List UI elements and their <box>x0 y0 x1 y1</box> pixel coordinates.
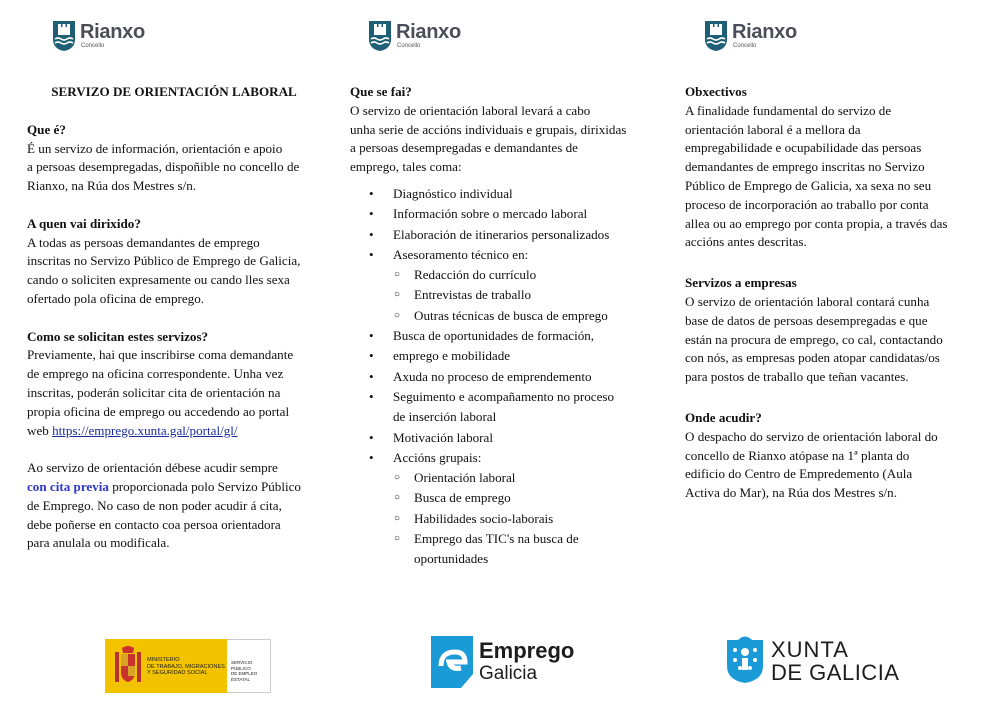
list-item-text: Motivación laboral <box>393 429 493 445</box>
sub-list-item <box>350 509 670 529</box>
services-list <box>350 184 670 570</box>
text-line: para anulala ou modificala. <box>27 535 170 551</box>
sub-list-item-continued <box>350 549 670 569</box>
rianxo-logo-3 <box>704 20 797 52</box>
web-prefix: web <box>27 422 53 438</box>
xunta-shield-icon <box>726 636 764 684</box>
rianxo-brand: Rianxo <box>80 21 145 43</box>
text-line: A todas as persoas demandantes de emprego <box>27 234 260 250</box>
text-line: demandantes de emprego inscritas no Servizo <box>685 159 925 175</box>
text-line: están na procura de emprego, co cal, contactando <box>685 331 943 347</box>
text-line: base de datos de persoas desempregadas e que <box>685 312 928 328</box>
bullet-icon: • <box>369 206 374 222</box>
text-line: debe poñerse en contacto coa persoa orientadora <box>27 516 281 532</box>
sub-list-item <box>350 285 670 305</box>
list-item <box>350 428 670 448</box>
list-item <box>350 367 670 387</box>
text-line: concello de Rianxo atópase na 1ª planta do <box>685 447 910 463</box>
text-line: A finalidade fundamental do servizo de <box>685 102 892 118</box>
circle-bullet-icon: ○ <box>394 269 401 281</box>
column-right <box>685 83 985 503</box>
bullet-icon: • <box>369 348 374 364</box>
text-line: empregabilidade e ocupabilidade das persoas <box>685 140 922 156</box>
text-line: emprego, tales coma: <box>350 159 462 175</box>
sepe-block <box>227 639 271 693</box>
sub-list <box>350 265 670 326</box>
sub-item-text: Entrevistas de traballo <box>414 287 532 303</box>
list-item <box>350 326 670 346</box>
emprego-galicia-icon <box>431 636 473 688</box>
web-line <box>27 422 337 441</box>
text-line: a persoas desempregadas, dispoñible no concello de <box>27 159 300 175</box>
text-line: orientación laboral é a mellora da <box>685 121 861 137</box>
rianxo-brand-sub: Concello <box>397 43 421 49</box>
text-line: a persoas desempregadas e demandantes de <box>350 140 578 156</box>
heading-a-quen: A quen vai dirixido? <box>27 215 141 231</box>
list-item-text: Seguimento e acompañamento no proceso <box>393 388 615 404</box>
circle-bullet-icon: ○ <box>394 533 401 545</box>
text-line: É un servizo de información, orientación e apoio <box>27 140 283 156</box>
text-line: Público de Emprego de Galicia, xa sexa no seu <box>685 177 932 193</box>
list-item <box>350 346 670 366</box>
spain-coat-of-arms-icon <box>113 644 143 688</box>
list-item <box>350 204 670 224</box>
cita-previa-highlight: con cita previa <box>27 478 109 494</box>
sub-list-item <box>350 306 670 326</box>
circle-bullet-icon: ○ <box>394 309 401 321</box>
emprego-galicia-logo <box>431 636 591 688</box>
sub-list-item <box>350 529 670 549</box>
text-line: inscritas, poderán solicitar cita de orientación na <box>27 384 281 400</box>
ministry-block <box>105 639 227 693</box>
emprego-word: Emprego <box>479 638 575 663</box>
rianxo-logo <box>52 20 145 52</box>
rianxo-logo-2 <box>368 20 461 52</box>
list-item-text: Asesoramento técnico en: <box>393 246 529 262</box>
list-item-text: Accións grupais: <box>393 449 482 465</box>
text-line: O servizo de orientación laboral contará cunha <box>685 293 930 309</box>
bullet-icon: • <box>369 246 374 262</box>
rianxo-shield-icon <box>368 20 392 52</box>
circle-bullet-icon: ○ <box>394 472 401 484</box>
sub-item-text: Habilidades socio-laborais <box>414 510 554 526</box>
text-line: cando o soliciten expresamente ou cando lles sexa <box>27 272 290 288</box>
circle-bullet-icon: ○ <box>394 289 401 301</box>
list-item <box>350 387 670 407</box>
bullet-icon: • <box>369 226 374 242</box>
sub-list-item <box>350 488 670 508</box>
ministry-line: MINISTERIO <box>147 657 180 663</box>
text-line: edificio do Centro de Empredemento (Aula <box>685 466 913 482</box>
text-line: Rianxo, na Rúa dos Mestres s/n. <box>27 178 197 194</box>
sub-item-text: Orientación laboral <box>414 470 516 486</box>
heading-onde-acudir: Onde acudir? <box>685 409 762 425</box>
text-line: proceso de incorporación ao traballo por conta <box>685 196 929 212</box>
sepe-line: SERVICIO PÚBLICO <box>231 660 253 671</box>
xunta-logo <box>726 636 906 688</box>
column-middle <box>350 83 670 570</box>
text-line: Previamente, hai que inscribirse coma demandante <box>27 347 294 363</box>
heading-como-solicitar: Como se solicitan estes servizos? <box>27 328 209 344</box>
list-item <box>350 245 670 265</box>
heading-que-e: Que é? <box>27 121 66 137</box>
list-item <box>350 448 670 468</box>
heading-que-se-fai: Que se fai? <box>350 84 412 99</box>
list-item-text: de inserción laboral <box>393 409 497 425</box>
sub-item-text: Emprego das TIC's na busca de <box>414 531 579 547</box>
list-item-text: Elaboración de itinerarios personalizados <box>393 226 610 242</box>
ministry-logo <box>105 639 271 693</box>
sepe-line: DE EMPLEO ESTATAL <box>231 671 258 682</box>
list-item-text: Diagnóstico individual <box>393 185 513 201</box>
galicia-word: Galicia <box>479 663 538 684</box>
sub-item-text: oportunidades <box>414 551 489 567</box>
list-item-text: Información sobre o mercado laboral <box>393 206 588 222</box>
text-line: O despacho do servizo de orientación laboral do <box>685 428 938 444</box>
xunta-word: XUNTA <box>771 637 849 662</box>
list-item-continued <box>350 407 670 427</box>
ministry-line: DE TRABAJO, MIGRACIONES <box>147 663 225 670</box>
list-item-text: emprego e mobilidade <box>393 348 511 364</box>
ministry-line: Y SEGURIDAD SOCIAL <box>147 670 208 676</box>
bullet-icon: • <box>369 429 374 445</box>
portal-link[interactable]: https://emprego.xunta.gal/portal/gl/ <box>52 422 238 438</box>
heading-servizos-empresas: Servizos a empresas <box>685 275 797 291</box>
text-line: ofertado pola oficina de emprego. <box>27 290 205 306</box>
sub-list-item <box>350 265 670 285</box>
sub-item-text: Busca de emprego <box>414 490 511 506</box>
rianxo-shield-icon <box>704 20 728 52</box>
column-left <box>27 83 337 553</box>
list-item-text: Axuda no proceso de emprendemento <box>393 368 592 384</box>
cita-rest: proporcionada polo Servizo Público <box>108 478 301 494</box>
text-line: para postos de traballo que teñan vacantes. <box>685 369 909 385</box>
de-galicia-word: DE GALICIA <box>771 660 900 685</box>
list-item-text: Busca de oportunidades de formación, <box>393 328 595 344</box>
sub-list-wrapper <box>350 265 670 326</box>
rianxo-brand: Rianxo <box>732 21 797 43</box>
sub-item-text: Redacción do currículo <box>414 267 537 283</box>
bullet-icon: • <box>369 449 374 465</box>
text-line: de emprego na oficina correspondente. Unha vez <box>27 366 284 382</box>
bullet-icon: • <box>369 368 374 384</box>
rianxo-brand: Rianxo <box>396 21 461 43</box>
text-line: inscritas no Servizo Público de Emprego de Galicia, <box>27 253 301 269</box>
rianxo-brand-sub: Concello <box>81 43 105 49</box>
text-line: propia oficina de emprego ou accedendo ao portal <box>27 403 290 419</box>
text-line: unha serie de accións individuais e grupais, dirixidas <box>350 121 627 137</box>
text-line: allea ou ao emprego por conta propia, a través das <box>685 215 948 231</box>
bullet-icon: • <box>369 388 374 404</box>
sub-list <box>350 468 670 569</box>
page-title: SERVIZO DE ORIENTACIÓN LABORAL <box>51 84 297 99</box>
sub-list-item <box>350 468 670 488</box>
heading-obxectivos: Obxectivos <box>685 84 747 99</box>
bullet-icon: • <box>369 328 374 344</box>
rianxo-brand-sub: Concello <box>733 43 757 49</box>
bullet-icon: • <box>369 185 374 201</box>
text-line: de Emprego. No caso de non poder acudir á cita, <box>27 497 282 513</box>
circle-bullet-icon: ○ <box>394 512 401 524</box>
text-line: con nós, as empresas poden atopar candidatas/os <box>685 350 940 366</box>
text-line: accións antes descritas. <box>685 234 807 250</box>
sub-list-wrapper <box>350 468 670 569</box>
rianxo-shield-icon <box>52 20 76 52</box>
cita-line <box>27 478 337 497</box>
text-line: Activa do Mar), na Rúa dos Mestres s/n. <box>685 485 898 501</box>
sub-item-text: Outras técnicas de busca de emprego <box>414 307 608 323</box>
list-item <box>350 225 670 245</box>
text-line: O servizo de orientación laboral levará a cabo <box>350 102 591 118</box>
circle-bullet-icon: ○ <box>394 492 401 504</box>
list-item <box>350 184 670 204</box>
text-line: Ao servizo de orientación débese acudir sempre <box>27 460 278 476</box>
